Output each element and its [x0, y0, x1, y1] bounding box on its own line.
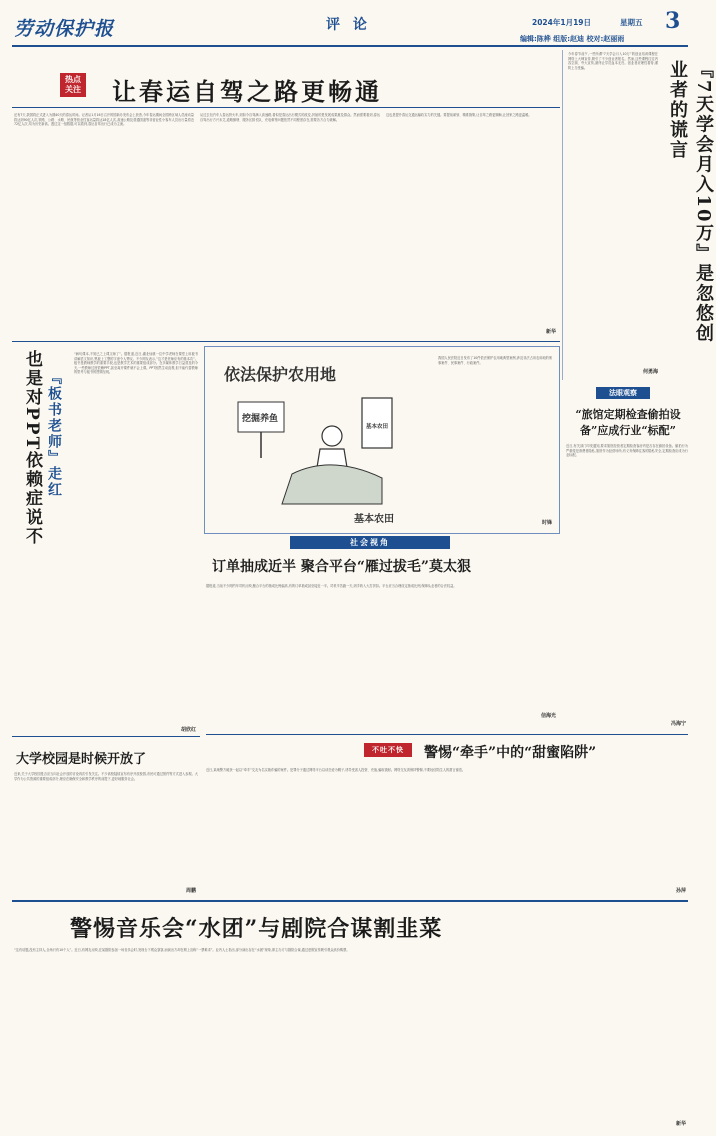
cartoon-man-head [322, 426, 342, 446]
left-col-rule [12, 736, 200, 737]
notfast-body: 近日,某地警方破获一起以“牵手”交友为名实施诈骗的案件。犯罪分子通过网络平台以谈恋爱为幌子,诱导受害人投资、充值,骗取钱财。网络交友须保持警惕,不要轻信陌生人的甜言蜜语。 [206, 768, 466, 772]
editors-line: 编辑:陈桦 组版:赵迪 校对:赵丽雨 [520, 35, 625, 43]
cartoon-caption: 我国人民法院近日发布了10件依法保护农用地典型案例,涉及非法占用农用地的刑事案件、民事案件、行政案件。 [438, 356, 552, 365]
campus-author: 周鹏 [185, 888, 196, 894]
cartoon-illustration [212, 354, 434, 526]
page-number: 3 [665, 8, 681, 34]
campus-headline: 大学校园是时候开放了 [16, 752, 147, 767]
left-col-headline: 也是对PPT依赖症说不 [22, 350, 42, 547]
social-body: 据报道,当前不少网约车司机反映,聚合平台的抽成比例偏高,有的订单抽成甚至接近一半。司机辛苦跑一天,到手收入大打折扣。平台应当合理设定抽成比例,保障从业者的合法权益。 [206, 584, 457, 588]
right-col-body: 今年春节前夕,一些所谓“7天学会月入10万”的创业培训课程在网络上大肆宣传,吸引了不少创业者报名。然而,这些课程往往内容空洞、夸大宣传,最终让学员血本无归。创业者应理性看待,谨防上当受骗。 [568, 52, 658, 70]
lead-rule [12, 107, 560, 108]
right-col-author: 何勇海 [642, 369, 658, 375]
cartoon-sign2-text: 基本农田 [365, 424, 389, 430]
cartoon-author: 时锋 [541, 520, 552, 526]
notfast-tag: 不吐不快 [364, 743, 412, 757]
lead-bottom-rule [12, 341, 560, 342]
notfast-headline: 警惕“牵手”中的“甜蜜陷阱” [424, 745, 597, 761]
social-author: 信海光 [540, 713, 556, 719]
lead-body-col1: 还有7天,我国将正式进入为期40天的春运时间。记者从1月16日召开的国新办发布会上获悉,今年春运期间全国跨区域人员流动量将达到90亿人次,铁路、公路、水路、民航等营业性客运量将达18亿人次,高速公路及普通国道等非营业性小客车人员出行量将近72亿人次,均为历史新高。透过这一组数据,可以看到,春运自驾出行已成为主流。 [14, 113, 194, 127]
social-headline: 订单抽成近半 聚合平台“雁过拔毛”莫太狠 [212, 559, 471, 575]
bottom-headline: 警惕音乐会“水团”与剧院合谋割韭菜 [70, 916, 443, 942]
masthead-rule [12, 45, 688, 47]
campus-body: 近来,关于大学校园是否应当向社会开放的讨论再次引发关注。不少高校陆续宣布有序开放校园,市民可通过预约等方式进入参观。大学作为公共资源的重要组成部分,理应在确保安全和教学秩序的前提下,更好地服务社会。 [14, 772, 198, 781]
hot-topic-tag [60, 73, 86, 97]
law-headline: “旅馆定期检查偷拍设备”应成行业“标配” [575, 408, 681, 437]
masthead-logo: 劳动保护报 [14, 18, 115, 40]
cartoon-label: 基本农田 [354, 514, 394, 525]
bottom-rule [12, 900, 688, 902]
cartoon-drawing [212, 354, 434, 526]
hot-topic-tag-line1: 热点 [65, 75, 81, 84]
lead-body-col2: 从过去包汽车人春运挤火车,到如今自驾满入高速路,看似是春运出行模式的改变,折射的是发展成果惠及群众。然而需要看到,春运自驾出行方兴未艾,道路拥堵、服务区排长队、充电难等问题依然不同程度存在,需要各方合力破解。 [200, 113, 380, 122]
hot-topic-tag-line2: 关注 [65, 85, 81, 94]
issue-weekday: 星期五 [620, 18, 643, 27]
social-header: 社会视角 [290, 536, 450, 549]
cartoon-pond [282, 465, 382, 504]
notfast-author: 孙萍 [675, 888, 686, 894]
law-header: 法眼观察 [596, 387, 650, 399]
cartoon-sign2 [362, 398, 392, 448]
issue-date: 2024年1月19日 [532, 18, 592, 27]
notfast-rule [206, 734, 688, 735]
lead-author: 新华 [545, 329, 556, 335]
law-body: 近日,有关部门印发通知,要求旅馆经营者定期检查客房内是否存在偷拍设备。偷拍行为严重侵犯消费者隐私,旅馆作为经营场所,有义务保障住客的隐私安全,定期检查应成为行业标配。 [566, 444, 688, 458]
left-col-body: “病句课本,不知已之上课文师了”。据报道,近日,湖北仙桃一位中学老师在课堂上用板书讲解语文知识,黑板上工整的字迹令人赞叹。不少网友表示,“这才是老师应有的基本功”。板书是教师教学的重要手段,也是教学艺术的重要组成部分。在多媒体教学日益普及的今天,一些教师过度依赖PPT,甚至离开课件就不会上课。PPT固然生动直观,但不能代替教师的思考与板书的逻辑呈现。 [74, 352, 198, 375]
bottom-body: “这有话题,没有主持人,全场只有10个人”。近日,有网友反映,在某剧院参加一场音乐会时,发现台下观众寥寥,而演出方却在网上宣称“一票难求”。业内人士指出,部分演出存在“水团”现象,即主办方与剧院合谋,通过虚假宣传吸引观众高价购票。 [14, 948, 350, 952]
right-col-divider [562, 50, 563, 380]
lead-headline: 让春运自驾之路更畅通 [112, 77, 382, 106]
cartoon-title: 依法保护农用地 [224, 365, 337, 384]
right-col-headline: 『7天学会月入10万』是忽悠创业者的谎言 [667, 60, 714, 344]
section-name: 评 论 [326, 17, 371, 33]
left-col-subhead: 『板书老师』走红 [46, 370, 62, 498]
cartoon-sign1-text: 挖掘养鱼 [242, 414, 279, 424]
bottom-author: 新华 [675, 1121, 686, 1127]
left-col-author: 胡欣红 [180, 727, 196, 733]
law-author: 冯海宁 [670, 721, 686, 727]
lead-body-col3: 这也是提升春运交通运输软实力的关键。要提前谋划、精准施策,让自驾之路更顺畅,让回家之路更温暖。 [386, 113, 532, 117]
